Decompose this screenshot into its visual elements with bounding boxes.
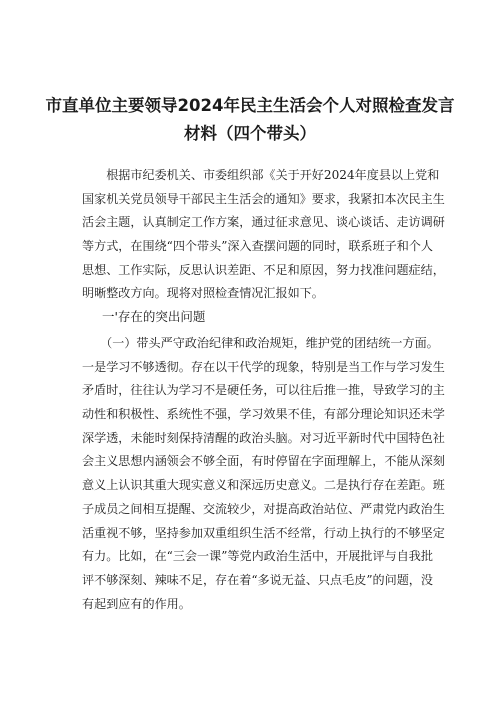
- paragraph-line: 深学透，未能时刻保持清醒的政治头脑。对习近平新时代中国特色社: [82, 430, 445, 445]
- paragraph-line: 矛盾时，往往认为学习不是硬任务，可以往后推一推，导致学习的主: [82, 383, 445, 398]
- paragraph-line: 意义上认识其重大现实意义和深远历史意义。二是执行存在差距。班: [82, 478, 445, 493]
- paragraph-line: 动性和积极性、系统性不强，学习效果不佳，有部分理论知识还未学: [82, 407, 445, 422]
- paragraph-line: 明晰整改方向。现将对照检查情况汇报如下。: [82, 286, 324, 301]
- paragraph-line: 等方式，在围绕“四个带头”深入查摆问题的同时，联系班子和个人: [82, 239, 433, 254]
- intro-paragraph: [82, 164, 445, 306]
- paragraph-line: 有起到应有的作用。: [82, 596, 191, 611]
- paragraph-line: 有力。比如，在“三会一课”等党内政治生活中，开展批评与自我批: [82, 549, 433, 564]
- paragraph-line: 根据市纪委机关、市委组织部《关于开好2024年度县以上党和: [82, 168, 440, 182]
- document-title-line-2: 材料（四个带头）: [184, 124, 316, 143]
- paragraph-line: 评不够深刻、辣味不足，存在着“多说无益、只点毛皮”的问题，没: [82, 572, 433, 587]
- paragraph-line: 思想、工作实际，反思认识差距、不足和原因，努力找准问题症结，: [82, 262, 445, 277]
- paragraph-line: 活重视不够，坚持参加双重组织生活不经常，行动上执行的不够坚定: [82, 525, 445, 540]
- paragraph-line: 子成员之间相互提醒、交流较少，对提高政治站位、严肃党内政治生: [82, 501, 445, 516]
- paragraph-line: （一）带头严守政治纪律和政治规矩，维护党的团结统一方面。: [82, 336, 439, 350]
- body-paragraph: [82, 332, 445, 616]
- paragraph-line: 一是学习不够透彻。存在以干代学的现象，特别是当工作与学习发生: [82, 359, 445, 374]
- paragraph-line: 国家机关党员领导干部民主生活会的通知》要求，我紧扣本次民主生: [82, 191, 445, 206]
- paragraph-line: 活会主题，认真制定工作方案，通过征求意见、谈心谈话、走访调研: [82, 215, 445, 230]
- section-heading: 一'存在的突出问题: [102, 309, 206, 324]
- document-title-line-1: 市直单位主要领导2024年民主生活会个人对照检查发言: [45, 96, 455, 115]
- paragraph-line: 会主义思想内涵领会不够全面，有时停留在字面理解上，不能从深刻: [82, 454, 445, 469]
